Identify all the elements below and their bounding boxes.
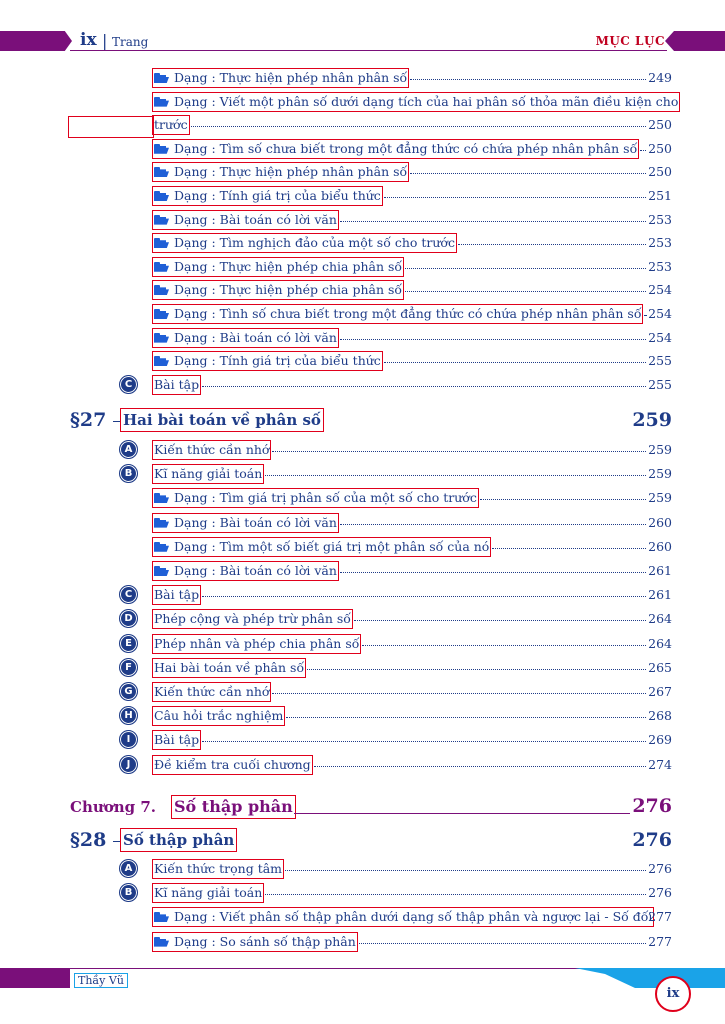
section-28-page: 276 (632, 829, 672, 851)
toc-entry-text: Kiến thức cần nhớ (154, 684, 270, 699)
toc-leader-dots (285, 870, 646, 871)
header-label: Trang (112, 35, 149, 49)
toc-entry-link[interactable] (152, 304, 643, 324)
toc-entry-link[interactable] (152, 609, 353, 629)
toc-entry-text: Dạng : Tìm số chưa biết trong một đẳng thức có chứa phép nhân phân số (174, 140, 638, 156)
toc-entry-link[interactable] (152, 883, 264, 903)
toc-leader-dots (492, 548, 646, 549)
toc-entry-link[interactable] (152, 513, 339, 533)
toc-entry-link[interactable] (152, 561, 339, 581)
toc-page-number: 268 (648, 708, 672, 724)
toc-row[interactable] (0, 907, 672, 925)
toc-row[interactable] (0, 162, 672, 180)
toc-entry-link[interactable] (152, 730, 201, 750)
toc-row[interactable] (0, 658, 672, 676)
toc-entry-text: Bài tập (154, 732, 200, 748)
toc-page-number: 260 (648, 538, 672, 554)
toc-page-number: 259 (648, 490, 672, 506)
folder-icon (154, 309, 169, 319)
toc-entry-link[interactable] (152, 68, 409, 88)
toc-page-number: 250 (648, 140, 672, 156)
folder-icon (154, 493, 169, 503)
toc-page-number: 261 (648, 563, 672, 578)
toc-page-number: 276 (648, 885, 672, 901)
toc-leader-dots (362, 645, 646, 646)
section-letter-badge: C (119, 585, 138, 604)
toc-row[interactable] (0, 280, 672, 298)
chapter-7-title[interactable]: Số thập phân (171, 795, 296, 819)
toc-leader-dots (340, 339, 646, 340)
toc-row[interactable] (0, 115, 672, 133)
header-band-left (0, 31, 72, 51)
section-27-dash (113, 421, 120, 422)
toc-row[interactable] (0, 883, 672, 901)
toc-row[interactable] (0, 537, 672, 555)
header-band-right (665, 31, 725, 51)
toc-entry-link[interactable] (152, 658, 306, 678)
toc-row[interactable] (0, 859, 672, 877)
folder-icon (154, 238, 169, 248)
toc-entry-text: Dạng : Bài toán có lời văn (174, 563, 337, 578)
toc-page-number: 253 (648, 211, 672, 227)
toc-row[interactable] (0, 488, 672, 506)
toc-page-number: 255 (648, 376, 672, 392)
folder-icon (154, 215, 169, 225)
toc-leader-dots (458, 244, 646, 245)
toc-row[interactable] (0, 210, 672, 228)
toc-entry-link[interactable] (152, 186, 383, 206)
toc-row[interactable] (0, 351, 672, 369)
toc-entry-link[interactable] (152, 257, 404, 277)
toc-page-number: 250 (648, 117, 672, 133)
toc-page-number: 251 (648, 188, 672, 203)
toc-entry-link[interactable] (152, 162, 409, 182)
toc-leader-dots (410, 173, 646, 174)
toc-row[interactable] (0, 139, 672, 157)
toc-entry-text: Dạng : Tìm một số biết giá trị một phân số của nó (174, 538, 490, 554)
toc-entry-text: Bài tập (154, 376, 200, 392)
toc-leader-dots (340, 524, 646, 525)
toc-entry-link[interactable] (152, 488, 479, 508)
toc-row[interactable] (0, 304, 672, 322)
toc-leader-dots (340, 572, 646, 573)
toc-leader-dots (384, 197, 646, 198)
toc-leader-dots (405, 291, 646, 292)
toc-page-number: 249 (648, 70, 672, 85)
header-rule (70, 50, 667, 51)
section-letter-badge: C (119, 375, 138, 394)
toc-entry-text: Phép cộng và phép trừ phân số (154, 611, 351, 627)
section-letter-badge: B (119, 464, 138, 483)
folder-icon (154, 167, 169, 177)
toc-entry-text: Dạng : Thực hiện phép nhân phân số (174, 164, 408, 180)
toc-page-number: 255 (648, 353, 672, 369)
header-separator: | (102, 31, 108, 50)
toc-entry-text: Bài tập (154, 587, 200, 603)
toc-entry-text: Câu hỏi trắc nghiệm (154, 708, 284, 724)
toc-entry-link[interactable] (152, 210, 339, 230)
toc-entry-text: Dạng : Bài toán có lời văn (174, 211, 337, 227)
chapter-7-page: 276 (632, 795, 672, 817)
page-footer (0, 968, 725, 988)
toc-row[interactable] (0, 730, 672, 748)
toc-leader-dots (340, 221, 646, 222)
folder-icon (154, 73, 169, 83)
folder-icon (154, 937, 169, 947)
toc-entry-text: Dạng : Tính giá trị của biểu thức (174, 188, 381, 203)
toc-entry-link[interactable] (152, 375, 201, 395)
page-header (0, 0, 725, 60)
section-letter-badge: E (119, 634, 138, 653)
folder-icon (154, 912, 169, 922)
toc-row[interactable] (0, 92, 679, 110)
toc-row[interactable] (0, 706, 672, 724)
toc-row[interactable] (0, 375, 672, 393)
toc-leader-dots (384, 362, 646, 363)
toc-entry-link[interactable] (152, 537, 491, 557)
toc-entry-link[interactable] (152, 682, 271, 702)
toc-row[interactable] (0, 440, 672, 458)
toc-page-number: 274 (648, 756, 672, 772)
section-28-title[interactable]: Số thập phân (120, 828, 237, 852)
folder-icon (154, 566, 169, 576)
footer-band-left (0, 968, 70, 988)
toc-entry-text: trước (154, 117, 188, 133)
toc-leader-dots (640, 150, 646, 151)
section-27-number: §27 (70, 409, 107, 431)
toc-leader-dots (480, 499, 646, 500)
toc-page-number: 254 (648, 329, 672, 345)
toc-entry-text: Dạng : Viết một phân số dưới dạng tích của hai phân số thỏa mãn điều kiện cho (174, 93, 679, 109)
folder-icon (154, 518, 169, 528)
toc-leader-dots (354, 620, 646, 621)
toc-leader-dots (202, 741, 646, 742)
toc-row[interactable] (0, 682, 672, 700)
toc-entry-link[interactable] (152, 351, 383, 371)
toc-page-number: 254 (648, 282, 672, 298)
toc-row[interactable] (0, 186, 672, 204)
toc-page-number: 259 (648, 466, 672, 482)
toc-row[interactable] (0, 513, 672, 531)
toc-entry-link[interactable] (152, 932, 358, 952)
folder-icon (154, 542, 169, 552)
toc-leader-dots (644, 315, 646, 316)
toc-page-number: 261 (648, 587, 672, 603)
section-28-dash (113, 841, 120, 842)
folder-icon (154, 333, 169, 343)
section-letter-badge: D (119, 609, 138, 628)
toc-page-number: 250 (648, 164, 672, 180)
section-letter-badge: H (119, 706, 138, 725)
toc-page-number: 277 (648, 933, 672, 949)
toc-entry-link[interactable] (152, 328, 339, 348)
toc-row[interactable] (0, 932, 672, 950)
toc-entry-link[interactable] (152, 907, 654, 927)
toc-leader-dots (410, 79, 646, 80)
toc-row[interactable] (0, 585, 672, 603)
section-letter-badge: F (119, 658, 138, 677)
toc-leader-dots (202, 386, 646, 387)
toc-row[interactable] (0, 233, 672, 251)
toc-entry-link[interactable] (152, 634, 361, 654)
folder-icon (154, 97, 169, 107)
toc-leader-dots (314, 766, 646, 767)
toc-row[interactable] (0, 561, 672, 579)
toc-entry-link[interactable] (152, 706, 285, 726)
toc-entry-link[interactable] (152, 755, 313, 775)
footer-band-right (575, 968, 725, 988)
toc-row[interactable] (0, 257, 672, 275)
section-27-page: 259 (632, 409, 672, 431)
header-page-number: ix (80, 30, 97, 50)
footer-page-number: ix (655, 976, 691, 1012)
toc-row[interactable] (0, 755, 672, 773)
section-letter-badge: A (119, 859, 138, 878)
toc-entry-text: Đề kiểm tra cuối chương (154, 756, 311, 772)
section-letter-badge: A (119, 440, 138, 459)
toc-row[interactable] (0, 609, 672, 627)
toc-leader-dots (191, 126, 646, 127)
toc-entry-text: Kiến thức trọng tâm (154, 861, 283, 876)
toc-entry-text: Dạng : Thực hiện phép chia phân số (174, 258, 403, 274)
toc-page-number: 264 (648, 635, 672, 651)
toc-row[interactable] (0, 68, 672, 86)
folder-icon (154, 262, 169, 272)
toc-leader-dots (405, 268, 646, 269)
toc-page-number: 277 (648, 909, 672, 925)
toc-entry-text: Kĩ năng giải toán (154, 885, 263, 901)
toc-row[interactable] (0, 464, 672, 482)
toc-entry-link[interactable] (152, 92, 680, 112)
toc-leader-dots (265, 475, 646, 476)
toc-entry-text: Dạng : Thực hiện phép chia phân số (174, 282, 403, 298)
toc-entry-text: Dạng : Tìm nghịch đảo của một số cho trước (174, 235, 455, 251)
toc-entry-link[interactable] (152, 585, 201, 605)
toc-entry-link[interactable] (152, 139, 639, 159)
toc-leader-dots (359, 943, 646, 944)
toc-entry-text: Dạng : Thực hiện phép nhân phân số (174, 70, 408, 85)
section-27-title[interactable]: Hai bài toán về phân số (120, 408, 324, 432)
folder-icon (154, 144, 169, 154)
toc-entry-text: Dạng : Tính giá trị của biểu thức (174, 353, 381, 369)
folder-icon (154, 191, 169, 201)
toc-entry-text: Dạng : Tìm giá trị phân số của một số cho trước (174, 490, 477, 506)
toc-leader-dots (307, 669, 646, 670)
toc-entry-text: Kĩ năng giải toán (154, 466, 263, 482)
toc-entry-text: Hai bài toán về phân số (154, 659, 305, 675)
toc-entry-link[interactable] (152, 233, 457, 253)
toc-page-number: 260 (648, 514, 672, 530)
section-letter-badge: B (119, 883, 138, 902)
toc-entry-text: Phép nhân và phép chia phân số (154, 635, 360, 651)
chapter-7-label: Chương 7. (70, 798, 157, 816)
toc-entry-link[interactable] (152, 440, 271, 460)
toc-page-number: 253 (648, 258, 672, 274)
toc-entry-text: Dạng : Tình số chưa biết trong một đẳng thức có chứa phép nhân phân số (174, 306, 642, 321)
folder-icon (154, 356, 169, 366)
toc-page-number: 267 (648, 684, 672, 699)
toc-page-number: 254 (648, 306, 672, 321)
toc-leader-dots (272, 693, 646, 694)
toc-page-number: 253 (648, 235, 672, 251)
section-letter-badge: I (119, 730, 138, 749)
toc-entry-link[interactable] (152, 464, 264, 484)
section-28-number: §28 (70, 829, 107, 851)
section-letter-badge: G (119, 682, 138, 701)
toc-leader-dots (272, 451, 646, 452)
toc-row[interactable] (0, 328, 672, 346)
toc-entry-link[interactable] (152, 280, 404, 300)
toc-entry-link[interactable] (152, 115, 190, 135)
toc-page-number: 269 (648, 732, 672, 748)
toc-entry-text: Kiến thức cần nhớ (154, 442, 270, 457)
chapter-7-line (294, 813, 630, 814)
toc-entry-text: Dạng : Bài toán có lời văn (174, 329, 337, 345)
footer-author: Thầy Vũ (74, 973, 128, 988)
section-letter-badge: J (119, 755, 138, 774)
toc-leader-dots (286, 717, 646, 718)
toc-page-number: 259 (648, 442, 672, 457)
toc-row[interactable] (0, 634, 672, 652)
toc-page-number: 265 (648, 659, 672, 675)
header-title: MỤC LỤC (595, 34, 665, 48)
toc-page-number: 264 (648, 611, 672, 627)
toc-entry-text: Dạng : Bài toán có lời văn (174, 514, 337, 530)
toc-leader-dots (265, 894, 646, 895)
toc-entry-text: Dạng : So sánh số thập phân (174, 933, 356, 949)
footer-rule (70, 968, 590, 969)
toc-leader-dots (202, 596, 646, 597)
toc-entry-link[interactable] (152, 859, 284, 879)
folder-icon (154, 285, 169, 295)
toc-page-number: 276 (648, 861, 672, 876)
toc-entry-text: Dạng : Viết phân số thập phân dưới dạng số thập phân và ngược lại - Số đối (174, 909, 653, 925)
